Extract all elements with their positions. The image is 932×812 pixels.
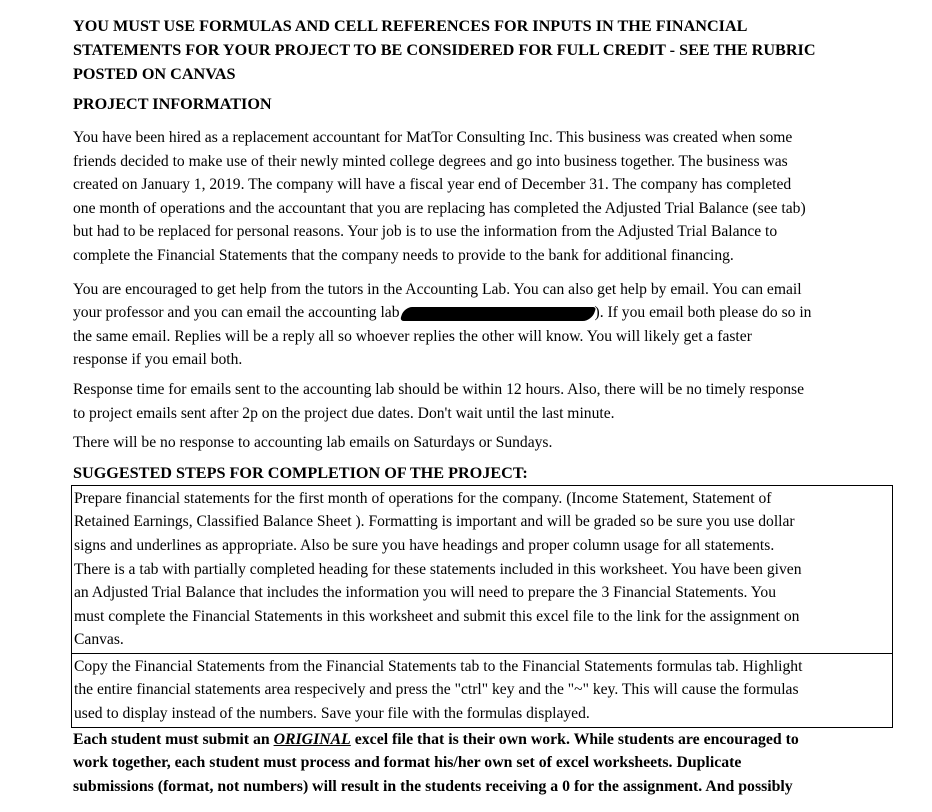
text-line: Copy the Financial Statements from the Financial Statements tab to the Financial Statements formulas tab. Highlight: [74, 657, 803, 675]
response-time-paragraph: [73, 378, 893, 425]
text-line: work together, each student must process and format his/her own set of excel worksheets. Duplicate: [73, 754, 742, 772]
text-line: signs and underlines as appropriate. Also be sure you have headings and proper column usage for all statements.: [74, 536, 775, 554]
formula-requirement-notice: [73, 14, 893, 86]
notice-line: STATEMENTS FOR YOUR PROJECT TO BE CONSIDERED FOR FULL CREDIT - SEE THE RUBRIC: [73, 41, 816, 59]
text-segment: ). If you email both please do so in: [594, 304, 812, 322]
text-line: an Adjusted Trial Balance that includes the information you will need to prepare the 3 Financial Statements. You: [74, 584, 777, 602]
text-line: created on January 1, 2019. The company will have a fiscal year end of December 31. The company has completed: [73, 176, 792, 194]
text-line: must complete the Financial Statements in this worksheet and submit this excel file to the link for the assignment on: [74, 607, 800, 625]
notice-line: POSTED ON CANVAS: [73, 65, 236, 83]
steps-table: [71, 485, 893, 728]
steps-heading: SUGGESTED STEPS FOR COMPLETION OF THE PROJECT:: [73, 463, 528, 482]
text-line: Retained Earnings, Classified Balance Sheet ). Formatting is important and will be graded so be sure you use dollar: [74, 513, 795, 531]
step-2-box: [72, 653, 892, 727]
text-line: submissions (format, not numbers) will result in the students receiving a 0 for the assignment. And possibly: [73, 777, 793, 795]
text-line: response if you email both.: [73, 351, 243, 369]
original-work-notice: [73, 728, 893, 799]
text-line: friends decided to make use of their newly minted college degrees and go into business together. The business was: [73, 152, 788, 170]
text-line: [73, 301, 893, 325]
weekend-note: There will be no response to accounting lab emails on Saturdays or Sundays.: [73, 434, 553, 452]
text-line: [73, 728, 893, 752]
text-line: You have been hired as a replacement accountant for MatTor Consulting Inc. This business was created when some: [73, 129, 793, 146]
document-page: [73, 14, 893, 798]
text-line: the entire financial statements area respecively and press the "ctrl" key and the "~" key. This will cause the formulas: [74, 681, 799, 699]
project-info-heading: PROJECT INFORMATION: [73, 95, 272, 113]
original-emphasis: ORIGINAL: [273, 730, 351, 748]
text-line: You are encouraged to get help from the tutors in the Accounting Lab. You can also get help by email. You can email: [73, 280, 802, 298]
text-line: used to display instead of the numbers. Save your file with the formulas displayed.: [74, 705, 590, 723]
intro-paragraph: [73, 126, 893, 268]
text-line: Prepare financial statements for the first month of operations for the company. (Income Statement, Statement of: [74, 489, 772, 507]
text-segment: Each student must submit an: [73, 730, 274, 748]
text-segment: excel file that is their own work. While students are encouraged to: [350, 730, 799, 748]
notice-line: YOU MUST USE FORMULAS AND CELL REFERENCES FOR INPUTS IN THE FINANCIAL: [73, 17, 748, 35]
text-segment: your professor and you can email the accounting lab: [73, 304, 400, 322]
text-line: Canvas.: [74, 631, 124, 649]
text-line: Response time for emails sent to the accounting lab should be within 12 hours. Also, there will be no timely response: [73, 380, 805, 398]
text-line: There is a tab with partially completed heading for these statements included in this worksheet. You have been given: [74, 560, 802, 578]
text-line: one month of operations and the accountant that you are replacing has completed the Adjusted Trial Balance (see tab): [73, 199, 806, 217]
redacted-email-mark: [399, 307, 596, 321]
help-paragraph: [73, 278, 893, 372]
text-line: to project emails sent after 2p on the project due dates. Don't wait until the last minute.: [73, 404, 615, 422]
text-line: complete the Financial Statements that the company needs to provide to the bank for additional financing.: [73, 246, 734, 264]
text-line: the same email. Replies will be a reply all so whoever replies the other will know. You will likely get a faster: [73, 327, 752, 345]
text-line: but had to be replaced for personal reasons. Your job is to use the information from the Adjusted Trial Balance to: [73, 223, 778, 241]
step-1-box: [72, 486, 892, 653]
